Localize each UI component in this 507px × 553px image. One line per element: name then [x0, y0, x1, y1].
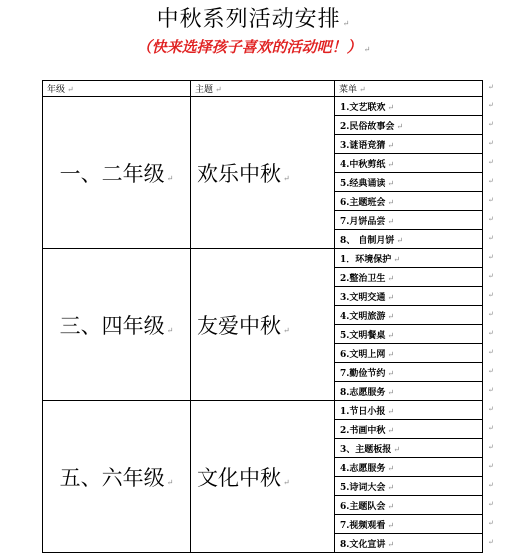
row-end-mark: ↵ — [488, 176, 494, 185]
grade-cell: 三、四年级 ↵ — [43, 249, 191, 401]
menu-item-cell: 4.文明旅游 ↵ — [335, 306, 483, 325]
row-end-mark: ↵ — [488, 309, 494, 318]
row-end-mark: ↵ — [488, 100, 494, 109]
menu-item-cell: 1.节日小报 ↵ — [335, 401, 483, 420]
menu-item-cell: 7.视频观看 ↵ — [335, 515, 483, 534]
row-end-mark: ↵ — [488, 442, 494, 451]
menu-item-cell: 4.中秋剪纸 ↵ — [335, 154, 483, 173]
document-subtitle: （快来选择孩子喜欢的活动吧！） ↵ — [136, 38, 371, 56]
row-end-mark: ↵ — [488, 328, 494, 337]
menu-item-cell: 2.整治卫生 ↵ — [335, 268, 483, 287]
row-end-mark: ↵ — [488, 271, 494, 280]
menu-item-cell: 8.志愿服务 ↵ — [335, 382, 483, 401]
menu-item-cell: 8.文化宣讲 ↵ — [335, 534, 483, 553]
menu-item-cell: 8、 自制月饼 ↵ — [335, 230, 483, 249]
row-end-mark: ↵ — [488, 404, 494, 413]
menu-item-cell: 4.志愿服务 ↵ — [335, 458, 483, 477]
row-end-mark: ↵ — [488, 195, 494, 204]
row-end-mark: ↵ — [488, 366, 494, 375]
row-end-mark: ↵ — [488, 423, 494, 432]
table-row — [43, 401, 483, 420]
menu-item-cell: 5.诗词大会 ↵ — [335, 477, 483, 496]
grade-cell: 五、六年级 ↵ — [43, 401, 191, 553]
menu-item-cell: 2.民俗故事会 ↵ — [335, 116, 483, 135]
menu-item-cell: 5.经典诵读 ↵ — [335, 173, 483, 192]
menu-item-cell: 6.文明上网 ↵ — [335, 344, 483, 363]
menu-item-cell: 7.勤俭节约 ↵ — [335, 363, 483, 382]
menu-item-cell: 5.文明餐桌 ↵ — [335, 325, 483, 344]
table-row — [43, 97, 483, 116]
theme-cell: 欢乐中秋 ↵ — [191, 97, 335, 249]
row-end-mark: ↵ — [488, 480, 494, 489]
row-end-mark: ↵ — [488, 233, 494, 242]
menu-item-cell: 2.书画中秋 ↵ — [335, 420, 483, 439]
menu-item-cell: 3.文明交通 ↵ — [335, 287, 483, 306]
row-end-mark: ↵ — [488, 290, 494, 299]
row-end-mark: ↵ — [488, 518, 494, 527]
theme-cell: 友爱中秋 ↵ — [191, 249, 335, 401]
menu-item-cell: 6.主题队会 ↵ — [335, 496, 483, 515]
header-theme: 主题 ↵ — [191, 81, 335, 97]
grade-cell: 一、二年级 ↵ — [43, 97, 191, 249]
row-end-mark: ↵ — [488, 347, 494, 356]
paragraph-mark: ↵ — [363, 45, 371, 54]
menu-item-cell: 1.文艺联欢 ↵ — [335, 97, 483, 116]
header-menu: 菜单 ↵ — [335, 81, 483, 97]
row-end-mark: ↵ — [488, 252, 494, 261]
row-end-mark: ↵ — [488, 385, 494, 394]
theme-cell: 文化中秋 ↵ — [191, 401, 335, 553]
row-end-mark: ↵ — [488, 83, 494, 91]
row-end-mark: ↵ — [488, 157, 494, 166]
row-end-mark: ↵ — [488, 138, 494, 147]
activity-schedule-table — [42, 80, 483, 553]
row-end-mark: ↵ — [488, 214, 494, 223]
row-end-mark: ↵ — [488, 499, 494, 508]
menu-item-cell: 1．环境保护 ↵ — [335, 249, 483, 268]
header-grade: 年级 ↵ — [43, 81, 191, 97]
document-title: 中秋系列活动安排 ↵ — [156, 7, 351, 32]
menu-item-cell: 3、主题板报 ↵ — [335, 439, 483, 458]
menu-item-cell: 7.月饼品尝 ↵ — [335, 211, 483, 230]
menu-item-cell: 6.主题班会 ↵ — [335, 192, 483, 211]
table-header-row — [43, 81, 483, 97]
menu-item-cell: 3.谜语竞猜 ↵ — [335, 135, 483, 154]
paragraph-mark: ↵ — [342, 19, 351, 28]
row-end-mark: ↵ — [488, 461, 494, 470]
row-end-mark: ↵ — [488, 119, 494, 128]
table-row — [43, 249, 483, 268]
row-end-mark: ↵ — [488, 537, 494, 546]
